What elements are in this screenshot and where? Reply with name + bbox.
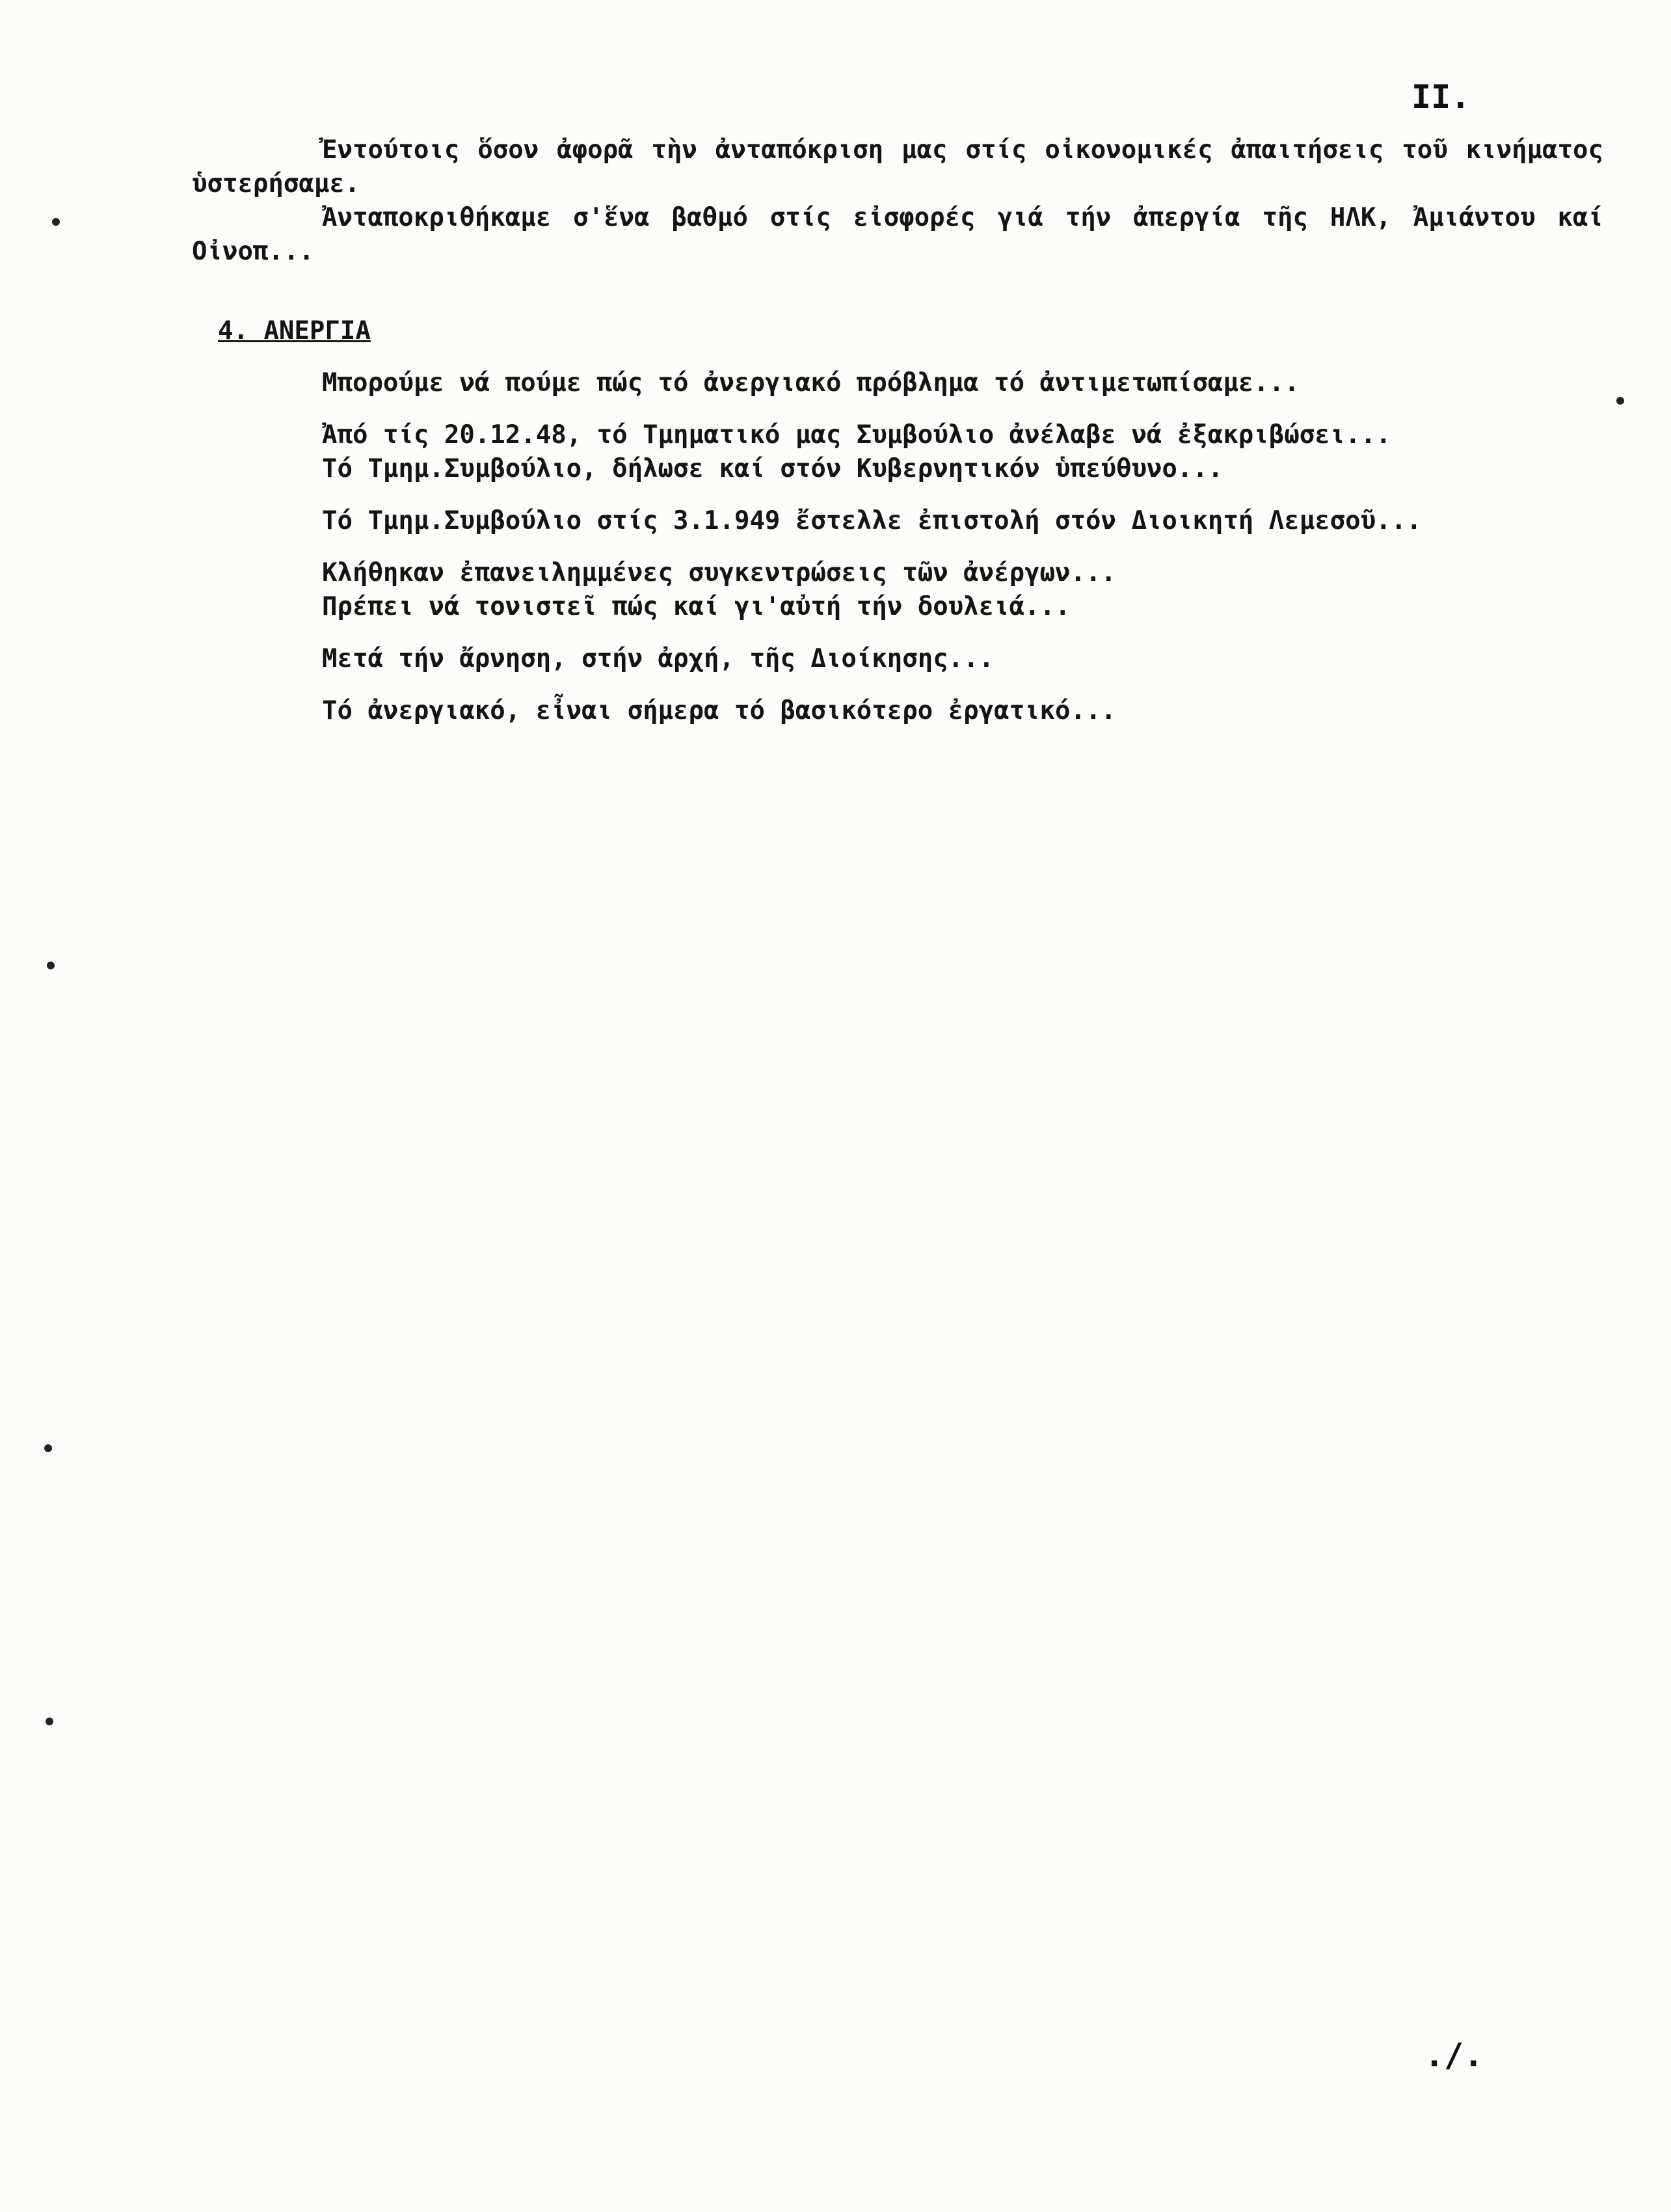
continuation-mark: ./. [1424,2036,1484,2074]
paragraph-intro-1: Ἐντούτοις ὅσον ἀφορᾶ τὴν ἀνταπόκριση μας στίς οἰκονομικές ἀπαιτήσεις τοῦ κινήματος ὑστερήσαμε. [192,135,1603,198]
paragraph-section-8: Τό ἀνεργιακό, εἶναι σήμερα τό βασικότερο ἐργατικό... [322,696,1116,725]
paragraph-section-4: Τό Τμημ.Συμβούλιο στίς 3.1.949 ἔστελλε ἐπιστολή στόν Διοικητή Λεμεσοῦ... [322,506,1422,535]
scan-speck [44,1444,52,1452]
page-number: II. [1411,78,1471,116]
scan-speck [46,1718,53,1725]
scan-speck [1616,397,1624,405]
paragraph-intro-2: Ἀνταποκριθήκαμε σ'ἕνα βαθμό στίς εἰσφορές γιά τήν ἀπεργία τῆς ΗΛΚ, Ἀμιάντου καί Οἰνοπ... [192,203,1603,266]
paragraph-section-7: Μετά τήν ἄρνηση, στήν ἀρχή, τῆς Διοίκησης... [322,644,995,673]
paragraph-section-1: Μπορούμε νά πούμε πώς τό ἀνεργιακό πρόβλημα τό ἀντιμετωπίσαμε... [322,368,1300,398]
section-heading: 4. ΑΝΕΡΓΙΑ [218,316,371,345]
paragraph-section-3: Τό Τμημ.Συμβούλιο, δήλωσε καί στόν Κυβερνητικόν ὑπεύθυνο... [322,454,1223,483]
scan-speck [47,962,55,969]
scan-speck [52,218,60,226]
paragraph-section-5: Κλήθηκαν ἐπανειλημμένες συγκεντρώσεις τῶν ἀνέργων... [322,558,1116,587]
document-body [192,133,1603,728]
paragraph-section-6: Πρέπει νά τονιστεῖ πώς καί γι'αὐτή τήν δουλειά... [322,592,1071,621]
paragraph-section-2: Ἀπό τίς 20.12.48, τό Τμηματικό μας Συμβούλιο ἀνέλαβε νά ἐξακριβώσει... [322,420,1391,450]
